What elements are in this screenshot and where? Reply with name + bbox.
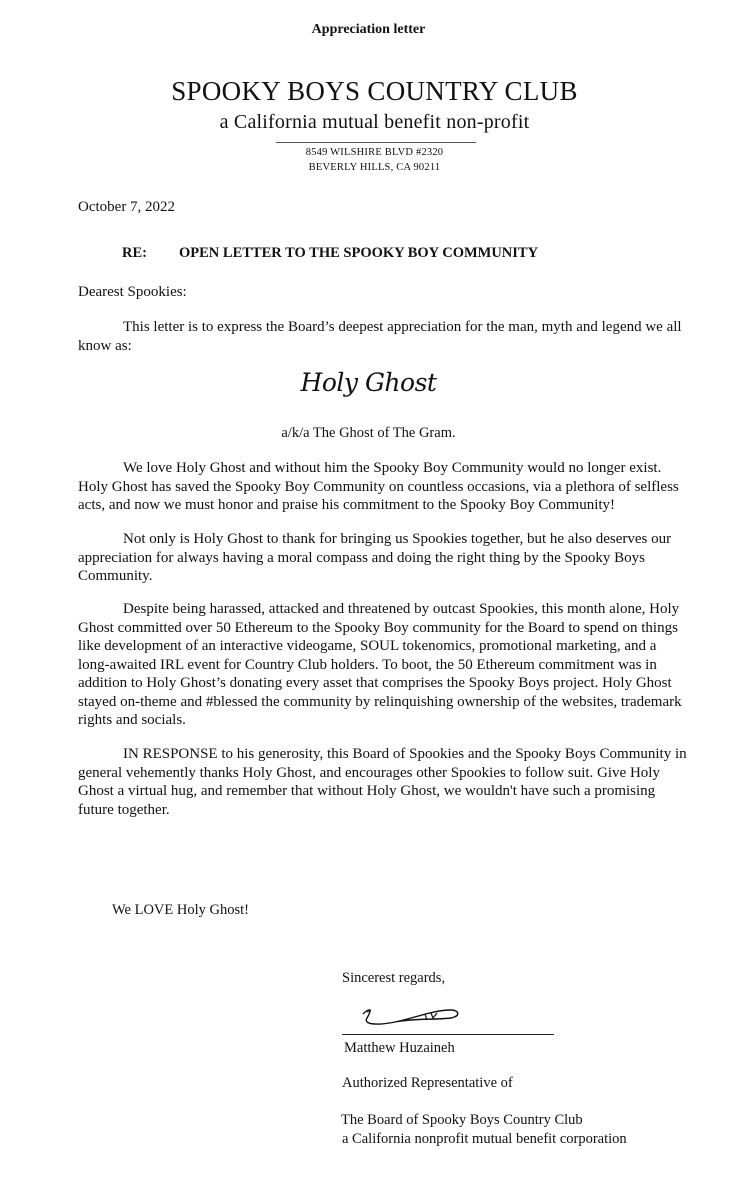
club-name-heading: SPOOKY BOYS COUNTRY CLUB — [171, 76, 578, 106]
paragraph-thanks: Not only is Holy Ghost to thank for bringing us Spookies together, but he also deserves our appreciation for always having a moral compass and doing the right thing by the Spooky Boys Community. — [78, 531, 672, 584]
honoree-alias: a/k/a The Ghost of The Gram. — [281, 425, 456, 441]
letter-date: October 7, 2022 — [78, 199, 176, 215]
honoree-signature: Holy Ghost — [300, 368, 437, 397]
paragraph-response: IN RESPONSE to his generosity, this Board of Spookies and the Spooky Boys Community in general vehemently thanks Holy Ghost, and encourages other Spookies to follow suit. Give Holy Ghost a virtual hug, and remember that without Holy Ghost, we wouldn't have such a promising future together. — [78, 746, 687, 818]
subject-line — [122, 245, 538, 262]
signature-line — [342, 1034, 554, 1035]
signer-name: Matthew Huzaineh — [344, 1040, 455, 1056]
club-tagline: a California mutual benefit non-profit — [219, 111, 530, 133]
paragraph-commitment: Despite being harassed, attacked and threatened by outcast Spookies, this month alone, Holy Ghost committed over 50 Ethereum to the Spooky Boy community for the Board to spend on things like development of an interactive videogame, SOUL tokenomics, promotional marketing, and a long-awaited IRL event for Country Club holders. To boot, the 50 Ethereum commitment was in addition to Holy Ghost’s donating every asset that comprises the Spooky Boys project. Holy Ghost stayed on-theme and #blessed the community by relinquishing ownership of the websites, trademark rights and socials. — [78, 601, 682, 728]
paragraph-intro: This letter is to express the Board’s deepest appreciation for the man, myth and legend we all know as: — [78, 319, 682, 354]
document-label: Appreciation letter — [311, 22, 426, 37]
signer-role: Authorized Representative of — [342, 1075, 513, 1091]
subject-tag: RE: — [122, 245, 147, 261]
corporation-description: a California nonprofit mutual benefit corporation — [342, 1131, 627, 1147]
address-line-2: BEVERLY HILLS, CA 90211 — [308, 162, 441, 173]
subject-text: OPEN LETTER TO THE SPOOKY BOY COMMUNITY — [179, 245, 539, 261]
regards: Sincerest regards, — [342, 970, 446, 986]
board-name: The Board of Spooky Boys Country Club — [341, 1112, 583, 1128]
salutation: Dearest Spookies: — [78, 284, 187, 300]
letterhead-divider — [276, 142, 476, 143]
handwritten-signature — [355, 996, 465, 1032]
paragraph-love: We love Holy Ghost and without him the Spooky Boy Community would no longer exist. Holy Ghost has saved the Spooky Boy Community on countless occasions, via a plethora of selfless acts, and now we must honor and praise his commitment to the Spooky Boy Community! — [78, 460, 679, 513]
closing-line: We LOVE Holy Ghost! — [112, 902, 249, 918]
address-line-1: 8549 WILSHIRE BLVD #2320 — [305, 147, 444, 158]
